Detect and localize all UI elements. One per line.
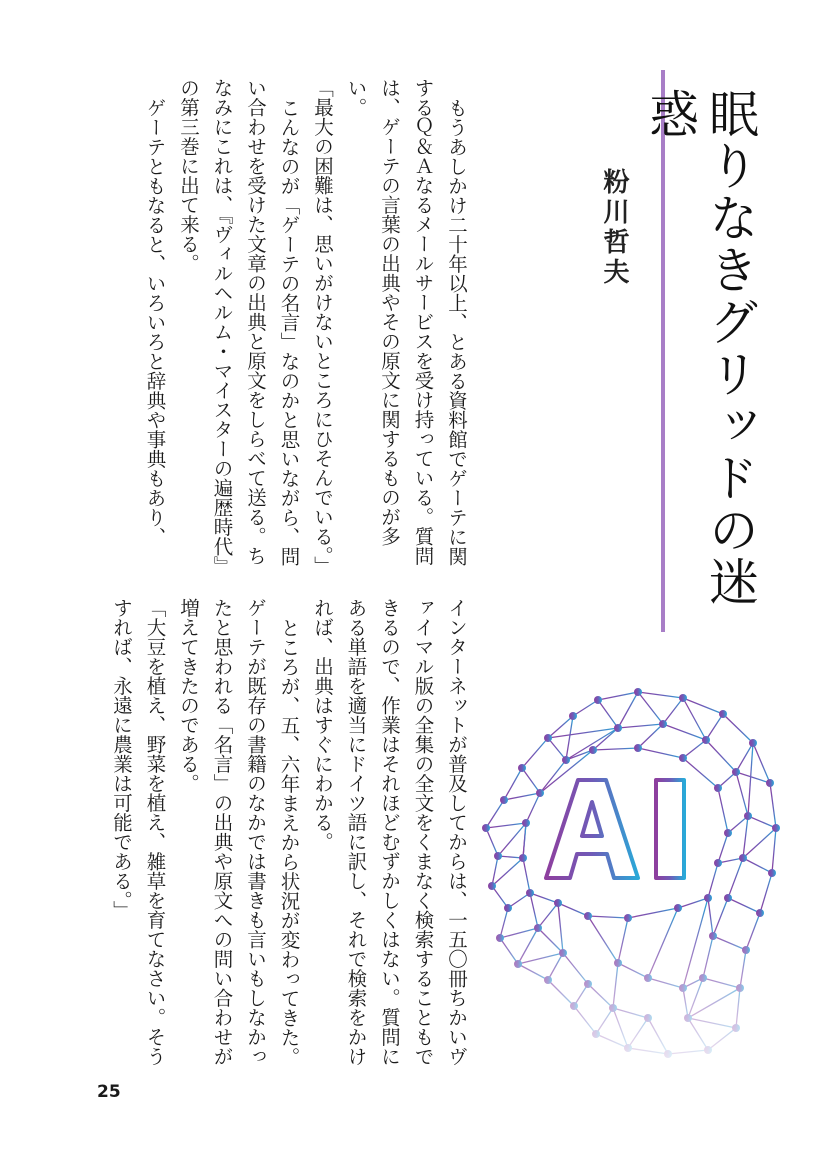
ai-head-illustration [478,688,780,1060]
title-divider [661,70,665,632]
paragraph: インターネットが普及してからは、一五〇冊ちかいヴァイマル版の全集の全文をくまなく検索することもできるので、作業はそれほどむずかしくはない。質問にある単語を適当にドイツ語に訳し、それで検索をかければ、出典はすぐにわかる。 [311,598,468,1066]
author-name: 粉川哲夫 [599,168,629,288]
paragraph: もうあしかけ二十年以上、とある資料館でゲーテに関するＱ＆Ａなるメールサービスを受け持っている。質問は、ゲーテの言葉の出典やその原文に関するものが多い。 [344,78,468,566]
paragraph: ところが、五、六年まえから状況が変わってきた。ゲーテが既存の書籍のなかでは書きも言いもしなかったと思われる「名言」の出典や原文への問い合わせが増えてきたのである。 [177,598,301,1066]
quote-paragraph: 「最大の困難は、思いがけないところにひそんでいる。」 [311,78,334,576]
quote-paragraph: 「大豆を植え、野菜を植え、雑草を育てなさい。そうすれば、永遠に農業は可能である。」 [110,598,167,1066]
article-title: 眠りなきグリッドの迷惑 [641,88,759,608]
body-text-lower [73,598,473,1068]
page-number: 25 [97,1082,121,1102]
body-text-upper [73,78,473,583]
paragraph: ゲーテともなると、いろいろと辞典や事典もあり、 [143,97,167,546]
paragraph: こんなのが「ゲーテの名言」なのかと思いながら、問い合わせを受けた文章の出典と原文をしらべて送る。ちなみにこれは、『ヴィルヘルム・マイスターの遍歴時代』の第三巻に出て来る。 [177,78,301,576]
